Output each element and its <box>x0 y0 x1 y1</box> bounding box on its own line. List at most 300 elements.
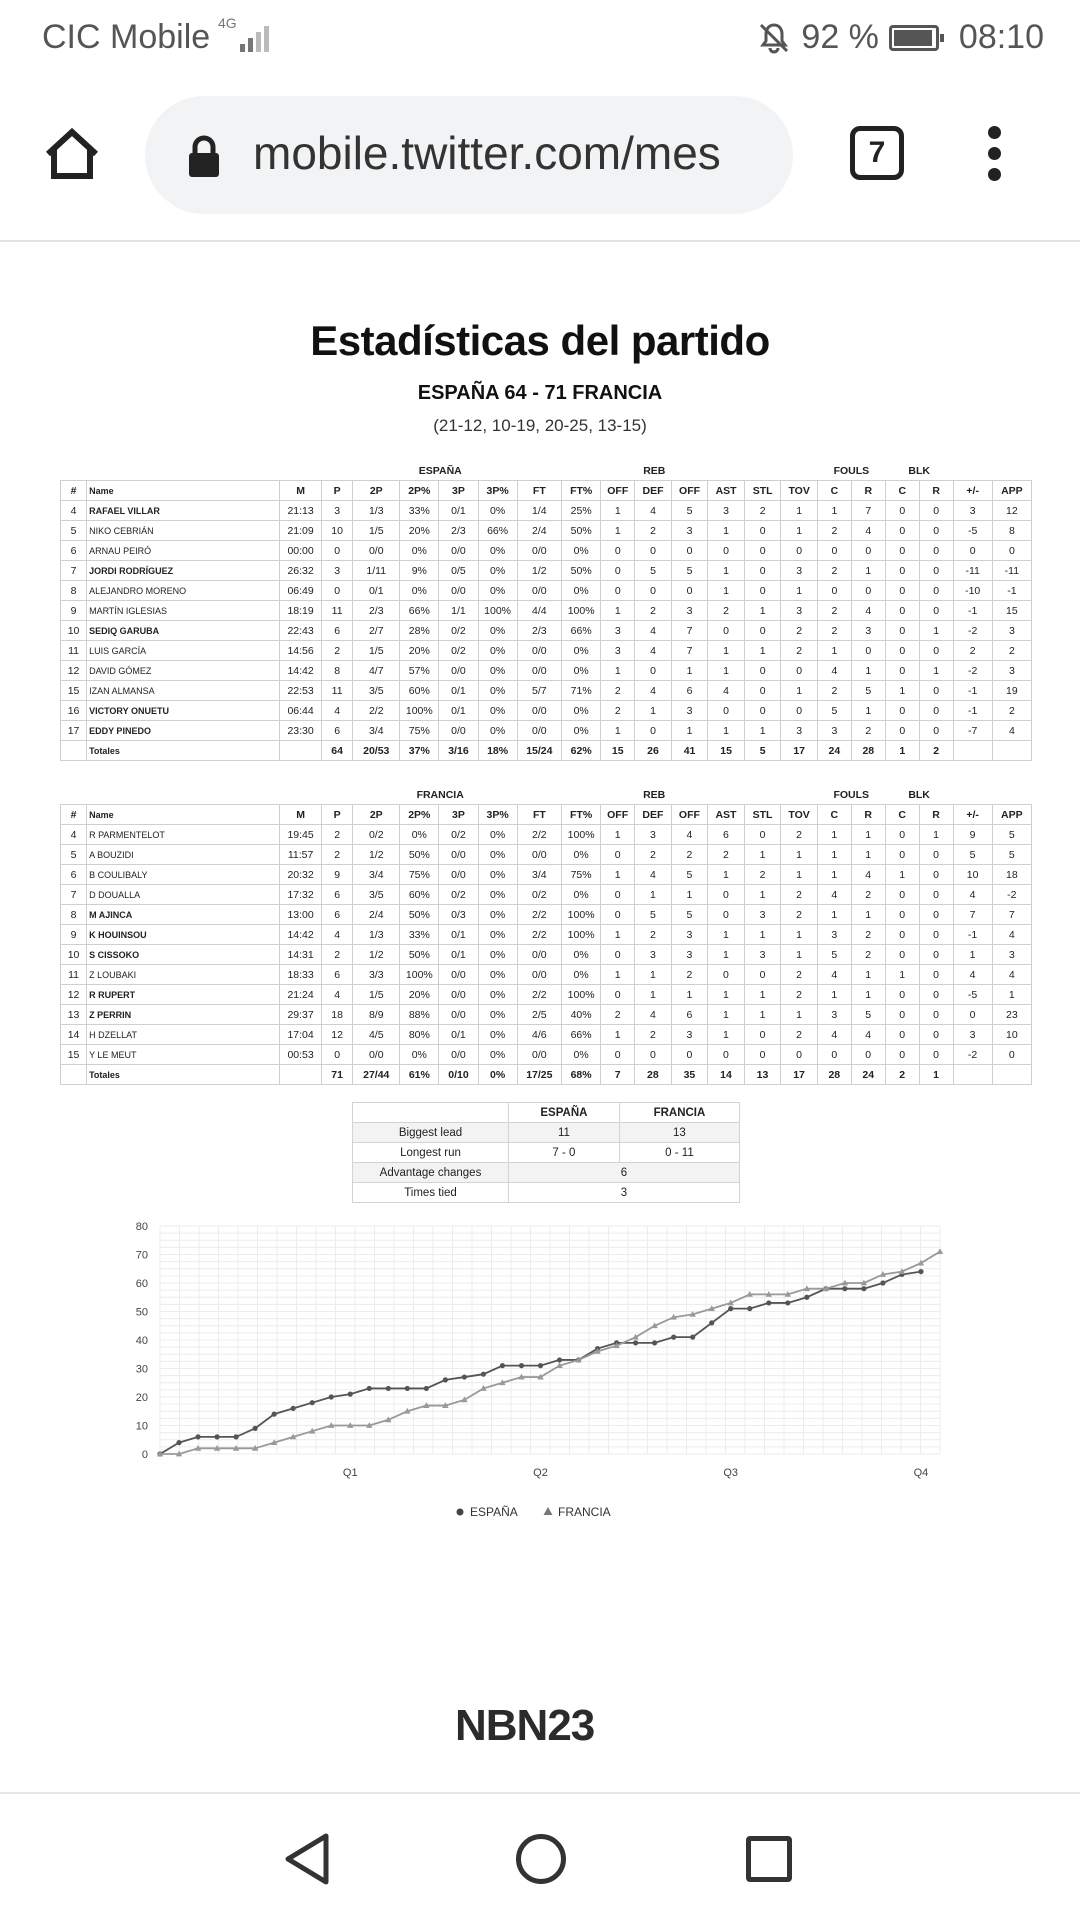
player-number: 10 <box>61 621 87 641</box>
stat-cell: 0 <box>919 561 953 581</box>
stat-cell: 4 <box>953 885 992 905</box>
stat-cell: 2 <box>781 965 818 985</box>
data-point <box>253 1426 258 1431</box>
stat-cell: 3/5 <box>353 681 400 701</box>
stat-cell: 0/0 <box>517 641 561 661</box>
column-header: Name <box>87 805 280 825</box>
stat-cell: 100% <box>562 601 601 621</box>
stat-cell: 0% <box>478 661 517 681</box>
stat-cell: 5 <box>851 681 885 701</box>
stat-cell: 6 <box>321 905 352 925</box>
stat-cell: 1 <box>601 661 635 681</box>
stat-cell: 0 <box>885 701 919 721</box>
stat-cell: 0% <box>478 541 517 561</box>
stat-cell: 1 <box>851 965 885 985</box>
player-name: NIKO CEBRIÁN <box>87 521 280 541</box>
stat-cell: 0/0 <box>517 661 561 681</box>
stat-cell: 2 <box>321 945 352 965</box>
stat-cell: 3 <box>992 661 1031 681</box>
stat-cell: 11 <box>321 681 352 701</box>
stat-cell: 7 <box>671 641 708 661</box>
stat-cell: 2 <box>781 641 818 661</box>
stat-cell: 0 <box>744 561 781 581</box>
stat-cell: 20% <box>400 641 439 661</box>
stat-cell: 18:33 <box>280 965 322 985</box>
total-cell: 35 <box>671 1065 708 1085</box>
data-point <box>367 1386 372 1391</box>
stat-cell: -1 <box>953 701 992 721</box>
stat-cell: 100% <box>478 601 517 621</box>
lock-icon <box>187 134 221 178</box>
stat-cell: 0% <box>478 721 517 741</box>
stat-cell: 00:00 <box>280 541 322 561</box>
stat-cell: 1 <box>781 521 818 541</box>
table-row <box>61 601 1032 621</box>
stat-cell: 0/0 <box>439 865 478 885</box>
stat-cell: 2/3 <box>353 601 400 621</box>
data-point <box>671 1335 676 1340</box>
stat-cell: 1 <box>671 721 708 741</box>
tabs-icon[interactable]: 7 <box>850 126 904 180</box>
stat-cell: 100% <box>400 965 439 985</box>
stat-cell: 2 <box>781 885 818 905</box>
page-title: Estadísticas del partido <box>310 317 770 364</box>
stat-cell: 75% <box>400 865 439 885</box>
stat-cell: 0% <box>478 561 517 581</box>
table-row <box>61 825 1032 845</box>
stat-cell: 0% <box>400 541 439 561</box>
column-header: OFF <box>601 481 635 501</box>
data-point <box>937 1248 943 1254</box>
table-row <box>61 721 1032 741</box>
stat-cell: 0 <box>919 865 953 885</box>
stat-cell: -2 <box>953 661 992 681</box>
total-cell: 17 <box>781 1065 818 1085</box>
stat-cell: 9 <box>953 825 992 845</box>
stat-cell: 0/0 <box>517 845 561 865</box>
stat-cell: 00:53 <box>280 1045 322 1065</box>
total-cell: 18% <box>478 741 517 761</box>
stat-cell: 2/4 <box>517 521 561 541</box>
stat-cell: 4/5 <box>353 1025 400 1045</box>
stat-cell: 2 <box>817 521 851 541</box>
stat-cell: 71% <box>562 681 601 701</box>
stat-cell: 1 <box>919 621 953 641</box>
stat-cell: 1 <box>919 661 953 681</box>
data-point <box>861 1286 866 1291</box>
stat-cell: 1 <box>635 701 672 721</box>
stat-cell: 0 <box>919 1005 953 1025</box>
stat-cell: 1 <box>817 825 851 845</box>
stat-cell: 1 <box>601 721 635 741</box>
total-cell: 1 <box>885 741 919 761</box>
stat-cell: 1 <box>885 865 919 885</box>
stat-cell: 0 <box>708 621 745 641</box>
stat-cell: 0 <box>817 581 851 601</box>
total-cell: 7 <box>601 1065 635 1085</box>
summary-label: Longest run <box>353 1143 509 1163</box>
column-header: # <box>61 805 87 825</box>
stat-cell: 57% <box>400 661 439 681</box>
stat-cell: 1/3 <box>353 925 400 945</box>
stat-cell: 0 <box>601 885 635 905</box>
stat-cell: 3 <box>601 621 635 641</box>
stat-cell: 2 <box>321 845 352 865</box>
summary-header <box>353 1103 509 1123</box>
data-point <box>443 1377 448 1382</box>
stat-cell: 4 <box>671 825 708 845</box>
final-score: ESPAÑA 64 - 71 FRANCIA <box>417 382 663 404</box>
table-row <box>61 1005 1032 1025</box>
stat-cell: 1 <box>781 945 818 965</box>
stat-cell: 0% <box>478 581 517 601</box>
stat-cell: 50% <box>400 945 439 965</box>
stat-cell: 2 <box>992 641 1031 661</box>
stat-cell: 0/2 <box>439 885 478 905</box>
stat-cell: 100% <box>562 925 601 945</box>
stat-cell: 0 <box>321 541 352 561</box>
stat-cell: 1 <box>708 661 745 681</box>
stat-cell: 0 <box>601 985 635 1005</box>
stat-cell: 1 <box>744 601 781 621</box>
data-point <box>500 1363 505 1368</box>
group-label-reb: REB <box>601 785 708 805</box>
stat-cell: 4 <box>635 681 672 701</box>
column-header: 3P% <box>478 481 517 501</box>
stat-cell: 4/7 <box>353 661 400 681</box>
address-bar[interactable] <box>145 96 793 214</box>
player-name: LUIS GARCÍA <box>87 641 280 661</box>
stat-cell: 1 <box>708 945 745 965</box>
table-row <box>61 905 1032 925</box>
player-number: 8 <box>61 905 87 925</box>
stat-cell: 2 <box>781 621 818 641</box>
stat-cell: 2 <box>744 501 781 521</box>
stat-cell: 1 <box>708 581 745 601</box>
empty-cell <box>61 1065 87 1085</box>
column-header: AST <box>708 805 745 825</box>
column-header: M <box>280 805 322 825</box>
column-header: OFF <box>671 805 708 825</box>
data-point <box>195 1434 200 1439</box>
stat-cell: -1 <box>953 925 992 945</box>
y-tick-label: 30 <box>135 1363 148 1376</box>
stat-cell: 0% <box>562 701 601 721</box>
column-header: 3P% <box>478 805 517 825</box>
stat-cell: 22:43 <box>280 621 322 641</box>
stat-cell: 5 <box>992 825 1031 845</box>
stat-cell: 4 <box>635 865 672 885</box>
stat-cell: 0% <box>478 945 517 965</box>
stat-cell: 0/0 <box>517 721 561 741</box>
stat-cell: 0/1 <box>439 1025 478 1045</box>
total-cell <box>953 1065 992 1085</box>
stat-cell: 21:24 <box>280 985 322 1005</box>
stat-cell: 0 <box>601 1045 635 1065</box>
stat-cell: 0 <box>992 541 1031 561</box>
stat-cell: 66% <box>478 521 517 541</box>
player-number: 9 <box>61 601 87 621</box>
stat-cell: 0% <box>478 905 517 925</box>
stat-cell: 0 <box>919 885 953 905</box>
stat-cell: 2 <box>817 621 851 641</box>
stat-cell: 5 <box>851 1005 885 1025</box>
stat-cell: 5 <box>635 561 672 581</box>
data-point <box>424 1386 429 1391</box>
stat-cell: 66% <box>562 1025 601 1045</box>
tweet-image <box>0 242 1080 1792</box>
stat-cell: 11:57 <box>280 845 322 865</box>
data-point <box>329 1394 334 1399</box>
stat-cell: 0 <box>885 561 919 581</box>
stat-cell: 14:42 <box>280 925 322 945</box>
stat-cell: 2 <box>671 965 708 985</box>
player-number: 15 <box>61 681 87 701</box>
group-spacer <box>953 785 1031 805</box>
stat-cell: 3 <box>635 945 672 965</box>
table-row <box>61 845 1032 865</box>
brand-logo <box>0 1702 1080 1753</box>
stat-cell: 1/5 <box>353 521 400 541</box>
stat-cell: 33% <box>400 925 439 945</box>
player-name: Z PERRIN <box>87 1005 280 1025</box>
stat-cell: 0 <box>919 701 953 721</box>
stat-cell: 2 <box>817 681 851 701</box>
total-cell: 41 <box>671 741 708 761</box>
stat-cell: 1/2 <box>353 945 400 965</box>
player-number: 5 <box>61 845 87 865</box>
total-cell: 0% <box>478 1065 517 1085</box>
stat-cell: 5 <box>817 701 851 721</box>
home-icon[interactable] <box>42 124 102 184</box>
player-number: 5 <box>61 521 87 541</box>
stat-cell: 100% <box>562 905 601 925</box>
stat-cell: 7 <box>671 621 708 641</box>
total-cell: 71 <box>321 1065 352 1085</box>
stat-cell: 4 <box>851 1025 885 1045</box>
stat-cell: 0% <box>478 885 517 905</box>
stat-cell: 1 <box>601 965 635 985</box>
carrier-name: CIC Mobile <box>42 18 211 56</box>
stat-cell: 1 <box>919 825 953 845</box>
stat-cell: 2/7 <box>353 621 400 641</box>
table-row <box>61 561 1032 581</box>
stat-cell: 0 <box>671 1045 708 1065</box>
stat-cell: 7 <box>953 905 992 925</box>
stat-cell: 2 <box>781 825 818 845</box>
summary-value: 3 <box>509 1183 740 1203</box>
player-name: VICTORY ONUETU <box>87 701 280 721</box>
summary-label: Advantage changes <box>353 1163 509 1183</box>
stat-cell: 0 <box>885 845 919 865</box>
stat-cell: 1 <box>744 845 781 865</box>
column-header: FT <box>517 805 561 825</box>
stat-cell: 0 <box>744 661 781 681</box>
stat-cell: 0 <box>708 885 745 905</box>
stat-cell: 3 <box>817 1005 851 1025</box>
stat-cell: 1 <box>817 845 851 865</box>
stat-cell: 5 <box>671 501 708 521</box>
player-name: S CISSOKO <box>87 945 280 965</box>
stat-cell: 26:32 <box>280 561 322 581</box>
column-header: P <box>321 805 352 825</box>
data-point <box>804 1295 809 1300</box>
stat-cell: 6 <box>321 965 352 985</box>
table-row <box>61 925 1032 945</box>
column-header: +/- <box>953 805 992 825</box>
stat-cell: 0% <box>562 541 601 561</box>
stat-cell: 4 <box>851 521 885 541</box>
total-cell: 13 <box>744 1065 781 1085</box>
stat-cell: 1 <box>851 701 885 721</box>
stat-cell: 3 <box>781 561 818 581</box>
stat-cell: 1 <box>744 641 781 661</box>
table-row <box>61 985 1032 1005</box>
stat-cell: 13:00 <box>280 905 322 925</box>
back-icon[interactable] <box>282 1832 332 1886</box>
table-row <box>61 885 1032 905</box>
stat-cell: 0% <box>478 621 517 641</box>
stat-cell: 4 <box>321 985 352 1005</box>
stat-cell: 0% <box>562 1045 601 1065</box>
group-label-blk: BLK <box>885 785 953 805</box>
stat-cell: 0 <box>601 945 635 965</box>
group-spacer <box>708 461 818 481</box>
status-bar <box>0 0 1080 72</box>
home-circle-icon[interactable] <box>516 1834 566 1884</box>
system-nav-bar <box>0 1792 1080 1920</box>
table-row <box>61 621 1032 641</box>
stat-cell: -10 <box>953 581 992 601</box>
stat-cell: 0 <box>851 641 885 661</box>
stat-cell: 3 <box>635 825 672 845</box>
stat-cell: 11 <box>321 601 352 621</box>
stat-cell: 0 <box>851 1045 885 1065</box>
stat-cell: 1 <box>635 985 672 1005</box>
total-cell <box>992 741 1031 761</box>
stat-cell: 0 <box>744 541 781 561</box>
data-point <box>348 1392 353 1397</box>
stat-cell: 0/0 <box>439 721 478 741</box>
column-header: R <box>919 481 953 501</box>
stat-cell: 0 <box>885 721 919 741</box>
stat-cell: 2 <box>708 845 745 865</box>
stat-cell: 6 <box>321 885 352 905</box>
stat-cell: 0 <box>671 541 708 561</box>
data-point <box>386 1386 391 1391</box>
stat-cell: 0 <box>744 1025 781 1045</box>
data-point <box>633 1340 638 1345</box>
stat-cell: 1 <box>708 641 745 661</box>
stat-cell: 3 <box>744 905 781 925</box>
total-cell: 61% <box>400 1065 439 1085</box>
stat-cell: 2 <box>708 601 745 621</box>
menu-icon[interactable] <box>982 126 1006 186</box>
stat-cell: 28% <box>400 621 439 641</box>
y-tick-label: 70 <box>135 1249 148 1262</box>
stat-cell: 3/4 <box>353 721 400 741</box>
player-name: IZAN ALMANSA <box>87 681 280 701</box>
data-point <box>747 1306 752 1311</box>
stat-cell: 12 <box>992 501 1031 521</box>
player-name: R PARMENTELOT <box>87 825 280 845</box>
column-header: DEF <box>635 805 672 825</box>
stat-cell: 0/0 <box>439 965 478 985</box>
data-point <box>176 1440 181 1445</box>
group-spacer <box>61 785 280 805</box>
stat-cell: -11 <box>992 561 1031 581</box>
stat-cell: 1 <box>601 1025 635 1045</box>
column-header: APP <box>992 805 1031 825</box>
stat-cell: -5 <box>953 521 992 541</box>
stat-cell: 6 <box>671 681 708 701</box>
stat-cell: 2 <box>781 905 818 925</box>
player-number: 11 <box>61 965 87 985</box>
column-header: AST <box>708 481 745 501</box>
summary-row <box>353 1163 740 1183</box>
stat-cell: 2 <box>635 601 672 621</box>
stat-cell: 75% <box>400 721 439 741</box>
browser-toolbar <box>0 86 1080 226</box>
stat-cell: 0 <box>851 541 885 561</box>
stat-cell: 0 <box>885 661 919 681</box>
data-point <box>785 1300 790 1305</box>
stat-cell: 3 <box>671 701 708 721</box>
y-tick-label: 40 <box>135 1335 148 1347</box>
stat-cell: 1 <box>953 945 992 965</box>
table-row <box>61 501 1032 521</box>
data-point <box>652 1340 657 1345</box>
table-row <box>61 965 1032 985</box>
y-tick-label: 80 <box>135 1221 148 1233</box>
stat-cell: 0% <box>478 1045 517 1065</box>
stat-cell: 1 <box>744 721 781 741</box>
total-cell: 37% <box>400 741 439 761</box>
stat-cell: 0 <box>953 541 992 561</box>
stat-cell: 4 <box>851 601 885 621</box>
stat-cell: 1 <box>744 985 781 1005</box>
stat-cell: 0 <box>885 945 919 965</box>
player-number: 6 <box>61 865 87 885</box>
stat-cell: 0 <box>601 905 635 925</box>
recents-icon[interactable] <box>746 1836 792 1882</box>
stat-cell: 20:32 <box>280 865 322 885</box>
stat-cell: 2 <box>635 521 672 541</box>
stat-cell: 0 <box>708 701 745 721</box>
signal-icon <box>238 22 278 52</box>
total-cell: 62% <box>562 741 601 761</box>
stat-cell: 0% <box>562 885 601 905</box>
stat-cell: 1/2 <box>353 845 400 865</box>
stat-cell: 7 <box>992 905 1031 925</box>
totals-label: Totales <box>87 741 280 761</box>
stat-cell: 18:19 <box>280 601 322 621</box>
stat-cell: 1 <box>708 721 745 741</box>
column-header: APP <box>992 481 1031 501</box>
player-number: 8 <box>61 581 87 601</box>
column-header: C <box>885 805 919 825</box>
data-point <box>690 1335 695 1340</box>
stat-cell: 1 <box>601 521 635 541</box>
player-name: M AJINCA <box>87 905 280 925</box>
stat-cell: 0 <box>635 661 672 681</box>
stat-cell: 8 <box>321 661 352 681</box>
column-header: # <box>61 481 87 501</box>
stat-cell: 4 <box>708 681 745 701</box>
stat-cell: 6 <box>671 1005 708 1025</box>
stat-cell: 3/3 <box>353 965 400 985</box>
column-header: DEF <box>635 481 672 501</box>
